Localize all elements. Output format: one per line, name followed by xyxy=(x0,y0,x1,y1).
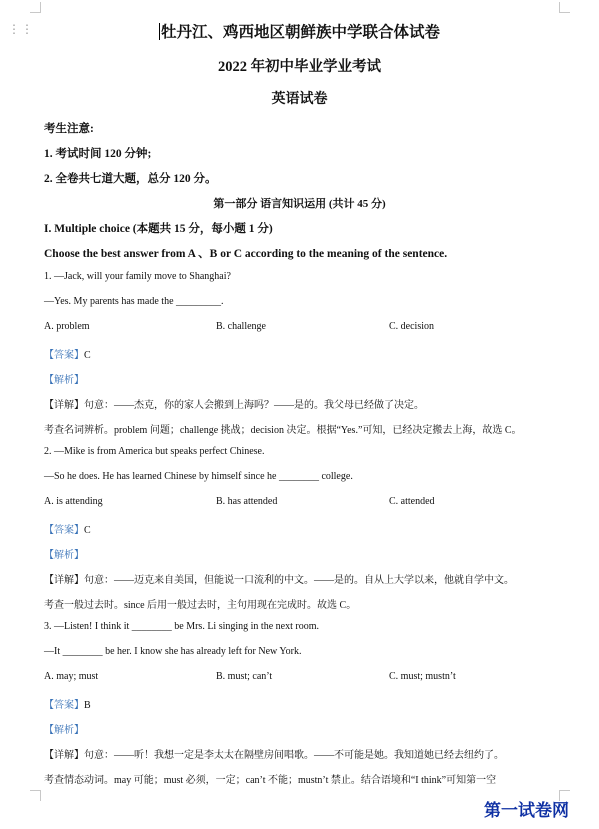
answer-label: 【答案】 xyxy=(44,700,84,711)
subject-title: 英语试卷 xyxy=(271,92,328,107)
exam-title: 2022 年初中毕业学业考试 xyxy=(217,59,382,75)
question-3-option-c: C. must; mustn’t xyxy=(389,671,456,682)
question-2-analysis-label: 【解析】 xyxy=(44,550,84,561)
part-title: 第一部分 语言知识运用 (共计 45 分) xyxy=(213,198,386,210)
answer-label: 【答案】 xyxy=(44,525,84,536)
section-heading: I. Multiple choice (本题共 15 分，每小题 1 分) xyxy=(44,223,273,235)
crop-mark-bottom-left xyxy=(30,790,41,801)
notice-heading: 考生注意: xyxy=(44,123,94,135)
answer-label: 【答案】 xyxy=(44,350,84,361)
question-2-stem: 2. —Mike is from America but speaks perfect Chinese. xyxy=(44,446,265,457)
question-3-detail-2: 考查情态动词。may 可能；must 必须，一定；can’t 不能；mustn’t 禁止。结合语境和“I think”可知第一空 xyxy=(44,775,497,786)
page-title: 牡丹江、鸡西地区朝鲜族中学联合体试卷 xyxy=(160,24,440,41)
question-2-detail-2: 考查一般过去时。since 后用一般过去时，主句用现在完成时。故选 C。 xyxy=(44,600,357,611)
answer-value: B xyxy=(84,700,91,711)
crop-mark-top-right xyxy=(559,2,570,13)
question-1-analysis-label: 【解析】 xyxy=(44,375,84,386)
text-cursor xyxy=(159,23,160,40)
question-2-option-a: A. is attending xyxy=(44,496,103,507)
question-1-response: —Yes. My parents has made the _________. xyxy=(44,296,224,307)
notice-item-2: 2. 全卷共七道大题，总分 120 分。 xyxy=(44,173,217,185)
question-3-option-a: A. may; must xyxy=(44,671,99,682)
question-1-detail-2: 考查名词辨析。problem 问题；challenge 挑战；decision 决定。根据“Yes.”可知，已经决定搬去上海，故选 C。 xyxy=(44,425,522,436)
crop-mark-top-left xyxy=(30,2,41,13)
question-2-response: —So he does. He has learned Chinese by himself since he ________ college. xyxy=(44,471,353,482)
section-instruction: Choose the best answer from A 、B or C according to the meaning of the sentence. xyxy=(44,248,448,260)
question-3-response: —It ________ be her. I know she has already left for New York. xyxy=(44,646,302,657)
answer-value: C xyxy=(84,350,91,361)
notice-item-1: 1. 考试时间 120 分钟; xyxy=(44,148,152,160)
question-3-answer xyxy=(44,696,91,711)
question-2-option-b: B. has attended xyxy=(216,496,278,507)
question-3-stem: 3. —Listen! I think it ________ be Mrs. Li singing in the next room. xyxy=(44,621,319,632)
question-1-detail-1: 【详解】句意：——杰克，你的家人会搬到上海吗？——是的。我父母已经做了决定。 xyxy=(44,400,424,411)
question-2-answer xyxy=(44,521,91,536)
drag-handle-icon[interactable]: ⋮⋮ xyxy=(8,22,34,36)
answer-value: C xyxy=(84,525,91,536)
site-watermark: 第一试卷网 xyxy=(484,801,569,821)
question-3-analysis-label: 【解析】 xyxy=(44,725,84,736)
question-3-option-b: B. must; can’t xyxy=(216,671,273,682)
question-3-detail-1: 【详解】句意：——听！我想一定是李太太在隔壁房间唱歌。——不可能是她。我知道她已经去纽约了。 xyxy=(44,750,504,761)
question-1-stem: 1. —Jack, will your family move to Shanghai? xyxy=(44,271,231,282)
question-1-option-c: C. decision xyxy=(389,321,434,332)
question-2-option-c: C. attended xyxy=(389,496,435,507)
question-1-option-b: B. challenge xyxy=(216,321,266,332)
question-1-option-a: A. problem xyxy=(44,321,90,332)
question-2-detail-1: 【详解】句意：——迈克来自美国，但能说一口流利的中文。——是的。自从上大学以来，他就自学中文。 xyxy=(44,575,514,586)
question-1-answer xyxy=(44,346,91,361)
